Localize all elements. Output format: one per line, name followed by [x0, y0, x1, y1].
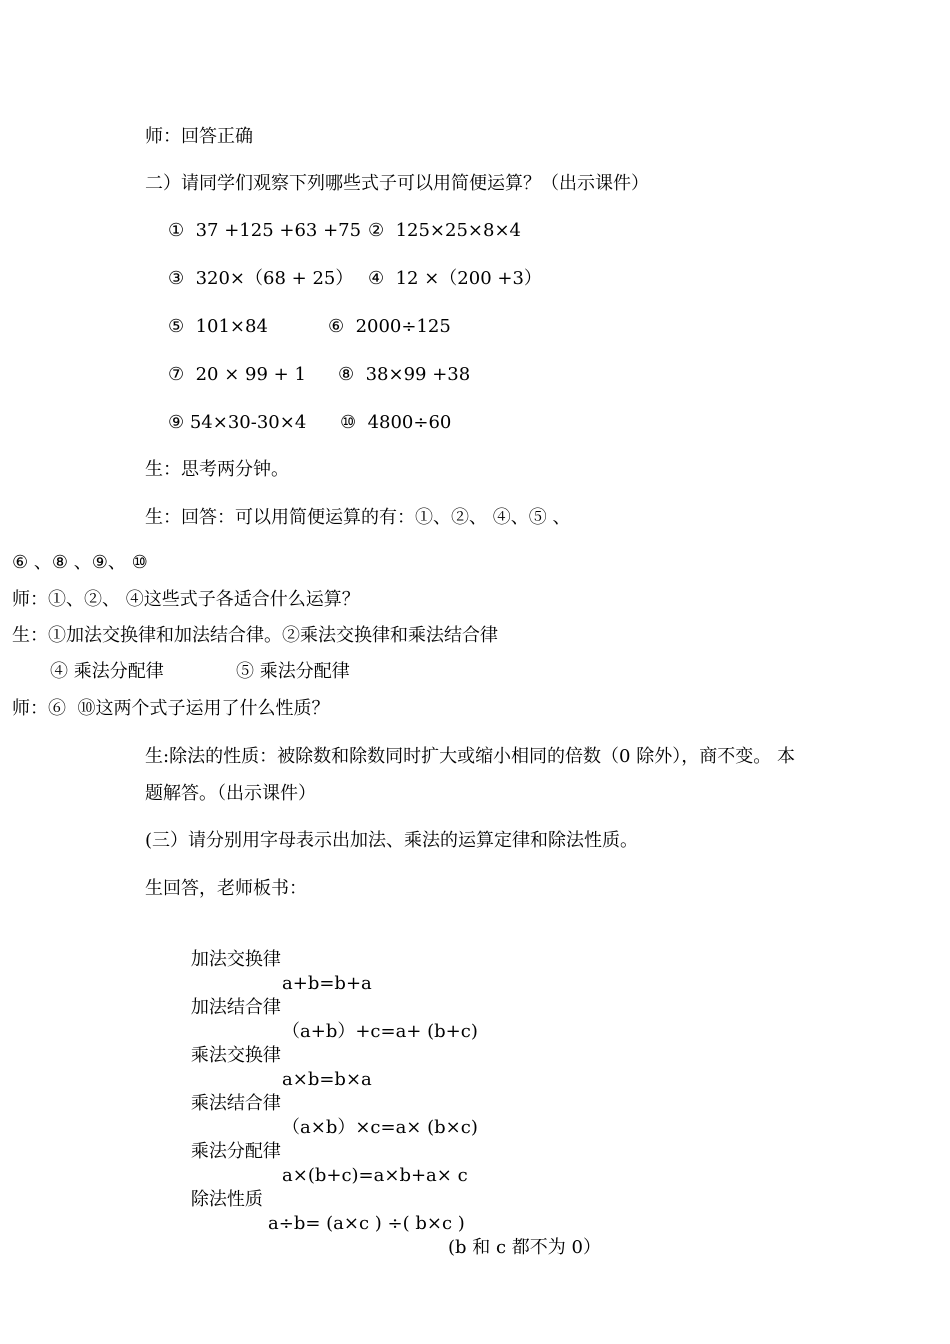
- expression-8: ⑧ 38×99 +38: [338, 364, 471, 385]
- expression-10: ⑩ 4800÷60: [340, 412, 452, 433]
- law-formula: （a×b）×c=a× (b×c): [282, 1117, 478, 1138]
- student-answer-continued: ⑥ 、⑧ 、⑨、 ⑩: [12, 552, 148, 573]
- expression-7: ⑦ 20 × 99 + 1: [168, 364, 306, 385]
- law-formula: a×(b+c)=a×b+a× c: [282, 1165, 468, 1186]
- expression-9: ⑨ 54×30-30×4: [168, 412, 307, 433]
- expression-2: ② 125×25×8×4: [368, 220, 521, 241]
- student-board-line: 生回答，老师板书：: [145, 878, 307, 899]
- student-answer-2-line2: 题解答。（出示课件）: [145, 783, 316, 804]
- expression-1: ① 37 +125 +63 +75: [168, 220, 362, 241]
- student-answer-line: 生：回答：可以用简便运算的有：①、②、 ④、⑤ 、: [145, 507, 571, 528]
- student-answer-2-line1: 生:除法的性质：被除数和除数同时扩大或缩小相同的倍数（0 除外），商不变。 本: [145, 746, 795, 767]
- teacher-question-1: 师：①、②、 ④这些式子各适合什么运算？: [12, 589, 360, 610]
- law-formula: a+b=b+a: [282, 973, 372, 994]
- teacher-question-2: 师：⑥ ⑩这两个式子运用了什么性质？: [12, 698, 330, 719]
- expression-3: ③ 320×（68 + 25）: [168, 268, 354, 289]
- law-formula: a÷b= (a×c ) ÷( b×c ): [268, 1213, 465, 1234]
- expression-6: ⑥ 2000÷125: [328, 316, 451, 337]
- law-name: 加法结合律: [190, 997, 281, 1018]
- student-answer-1-distributive-a: ④ 乘法分配律: [50, 661, 164, 682]
- student-answer-1-distributive-b: ⑤ 乘法分配律: [236, 661, 350, 682]
- law-note: (b 和 c 都不为 0）: [448, 1237, 601, 1258]
- student-think-line: 生：思考两分钟。: [145, 459, 289, 480]
- law-name: 乘法分配律: [190, 1141, 281, 1162]
- expression-5: ⑤ 101×84: [168, 316, 268, 337]
- teacher-correct-line: 师：回答正确: [145, 126, 253, 147]
- law-name: 加法交换律: [190, 949, 281, 970]
- law-name: 乘法交换律: [190, 1045, 281, 1066]
- section2-prompt: 二）请同学们观察下列哪些式子可以用简便运算？（出示课件）: [145, 173, 649, 194]
- law-name: 除法性质: [190, 1189, 263, 1210]
- law-formula: a×b=b×a: [282, 1069, 372, 1090]
- section3-prompt: (三）请分别用字母表示出加法、乘法的运算定律和除法性质。: [145, 830, 639, 851]
- expression-4: ④ 12 ×（200 +3）: [368, 268, 542, 289]
- law-formula: （a+b）+c=a+ (b+c): [282, 1021, 478, 1042]
- student-answer-1: 生：①加法交换律和加法结合律。②乘法交换律和乘法结合律: [12, 625, 498, 646]
- law-name: 乘法结合律: [190, 1093, 281, 1114]
